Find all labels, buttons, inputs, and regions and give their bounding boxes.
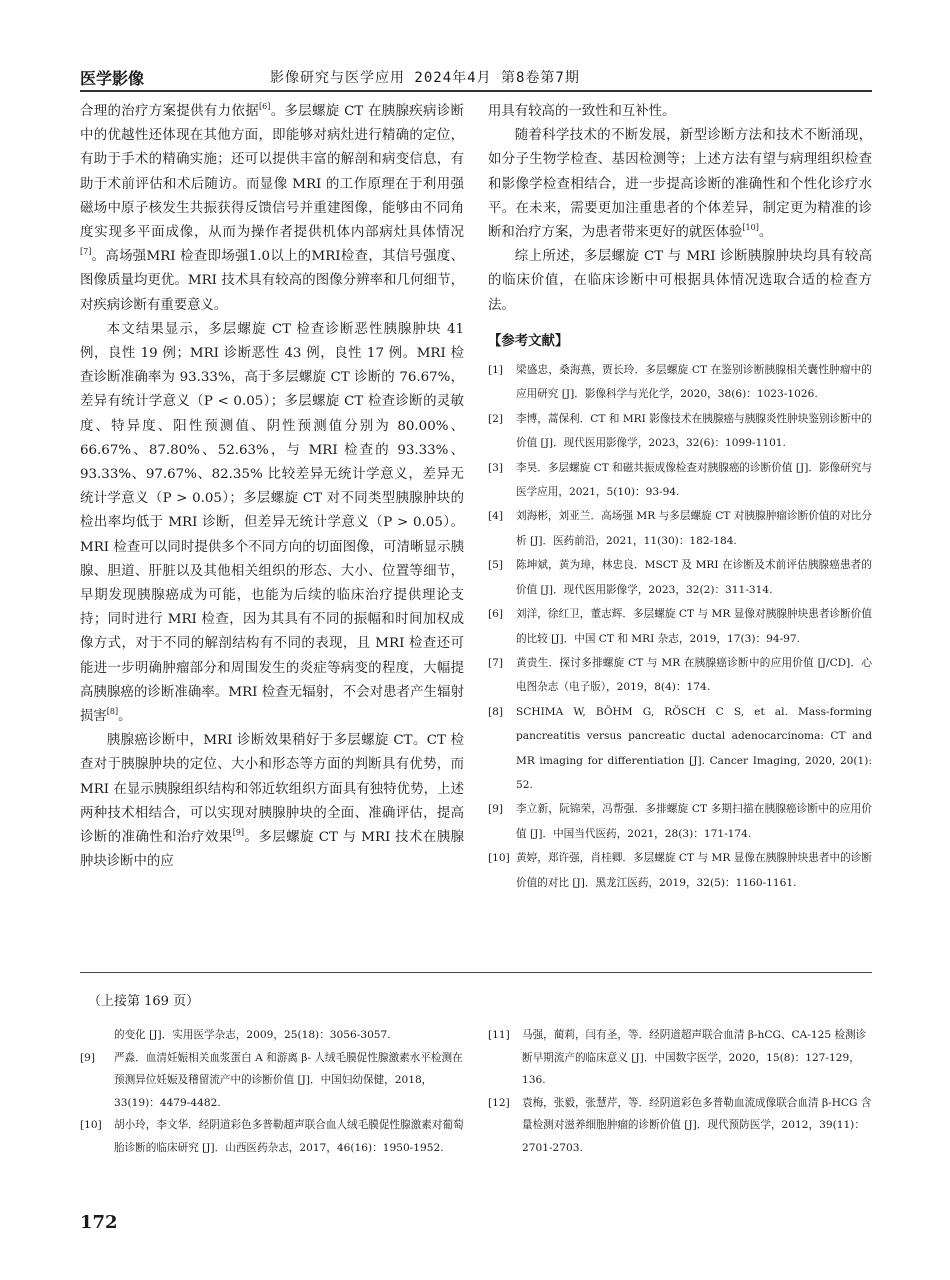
reference-text: 黄婷，郑许强，肖桂卿．多层螺旋 CT 与 MR 显像在胰腺肿块患者中的诊断价值的对比 [J]．黑龙江医药，2019，32(5)：1160-1161.: [516, 852, 872, 889]
reference-item: [80, 1024, 464, 1047]
reference-text: 刘海彬，刘亚兰．高场强 MR 与多层螺旋 CT 对胰腺肿瘤诊断价值的对比分析 [J]．医药前沿，2021，11(30)：182-184.: [516, 510, 872, 547]
reference-item: [488, 1092, 872, 1160]
reference-text: 黄贵生．探讨多排螺旋 CT 与 MR 在胰腺癌诊断中的应用价值 [J/CD]．心电图杂志（电子版），2019，8(4)：174.: [516, 656, 872, 694]
reference-item: [488, 651, 872, 700]
paragraph: 用具有较高的一致性和互补性。: [488, 104, 676, 119]
reference-number: [3]: [488, 461, 504, 474]
reference-text: 马强，蔺莉，闫有圣，等．经阴道超声联合血清 β-hCG、CA-125 检测诊断早期流产的临床意义 [J]．中国数字医学，2020，15(8)：127-129，136.: [522, 1029, 867, 1087]
citation[interactable]: [7]: [80, 247, 92, 257]
reference-number: [7]: [488, 656, 504, 669]
reference-item: [488, 846, 872, 895]
paragraph: 本文结果显示，多层螺旋 CT 检查诊断恶性胰腺肿块 41 例，良性 19 例；MRI 诊断恶性 43 例，良性 17 例。MRI 检查诊断准确率为 93.33%，高于多层螺旋 CT 诊断的 76.67%，差异有统计学意义（P < 0.05）；多层螺旋 CT 检查诊断的灵敏度、特异度、阳性预测值、阴性预测值分别为 80.00%、66.67%、87.80%、52.63%，与 MRI 检查的 93.33%、93.33%、97.67%、82.35% 比较差异无统计学意义，差异无统计学意义（P > 0.05）；多层螺旋 CT 对不同类型胰腺肿块的检出率均低于 MRI 诊断，但差异无统计学意义（P > 0.05）。MRI 检查可以同时提供多个不同方向的切面图像，可清晰显示胰腺、胆道、肝脏以及其他相关组织的形态、大小、位置等细节，早期发现胰腺癌成为可能，也能为后续的临床治疗提供理论支持；同时进行 MRI 检查，因为其具有不同的振幅和时间加权成像方式，对于不同的解剖结构有不同的表现，且 MRI 检查还可能进一步明确肿瘤部分和周围发生的炎症等病变的程度，大幅提高胰腺癌的诊断准确率。MRI 检查无辐射，不会对患者产生辐射损害[8]。: [80, 321, 464, 725]
reference-text: 胡小玲，李文华．经阴道彩色多普勒超声联合血人绒毛膜促性腺激素对葡萄胎诊断的临床研究 [J]．山西医药杂志，2017，46(16)：1950-1952.: [114, 1119, 464, 1154]
paragraph: 综上所述，多层螺旋 CT 与 MRI 诊断胰腺肿块均具有较高的临床价值，在临床诊断中可根据具体情况选取合适的检查方法。: [488, 249, 872, 313]
section-divider: [80, 972, 872, 973]
reference-text: 梁盛忠，桑海燕，贾长玲．多层螺旋 CT 在鉴别诊断胰腺相关囊性肿瘤中的应用研究 [J]．影像科学与光化学，2020，38(6)：1023-1026.: [516, 364, 872, 401]
continued-refs-left: [80, 1024, 464, 1160]
paragraph: 随着科学技术的不断发展，新型诊断方法和技术不断涌现，如分子生物学检查、基因检测等；上述方法有望与病理组织检查和影像学检查相结合，进一步提高诊断的准确性和个性化诊疗水平。在未来，需要更加注重患者的个体差异，制定更为精准的诊断和治疗方案，为患者带来更好的就医体验[10]。: [488, 128, 872, 241]
continuation-note: （上接第 169 页）: [88, 994, 200, 1009]
reference-text: 陈坤斌，黄为璋，林忠良．MSCT 及 MRI 在诊断及术前评估胰腺癌患者的价值 [J]．现代医用影像学，2023，32(2)：311-314.: [516, 559, 872, 596]
page-header: [80, 64, 872, 88]
reference-item: [488, 504, 872, 553]
paragraph: 胰腺癌诊断中，MRI 诊断效果稍好于多层螺旋 CT。CT 检查对于胰腺肿块的定位、大小和形态等方面的判断具有优势，而 MRI 在显示胰腺组织结构和邻近软组织方面具有独特优势，上述两种技术相结合，可以实现对胰腺肿块的全面、准确评估，提高诊断的准确性和治疗效果[9]。多层螺旋 CT 与 MRI 技术在胰腺肿块诊断中的应: [80, 733, 464, 870]
reference-text: 袁梅，张毅，张慧芹，等．经阴道彩色多普勒血流成像联合血清 β-HCG 含量检测对滋养细胞肿瘤的诊断价值 [J]．现代预防医学，2012，39(11)：2701-2703.: [522, 1096, 872, 1154]
references-heading: 【参考文献】: [488, 333, 569, 349]
reference-text: 严淼．血清妊娠相关血浆蛋白 A 和游离 β- 人绒毛膜促性腺激素水平检测在预测异位妊娠及稽留流产中的诊断价值 [J]．中国妇幼保健，2018，33(19)：4479-4482.: [114, 1051, 463, 1109]
reference-number: [4]: [488, 510, 504, 523]
page-number: 172: [80, 1212, 118, 1233]
reference-list: [488, 1024, 872, 1160]
left-column: [80, 100, 464, 875]
reference-item: [488, 700, 872, 798]
citation[interactable]: [9]: [232, 828, 245, 838]
reference-number: [9]: [80, 1051, 96, 1064]
reference-item: [488, 797, 872, 846]
reference-item: [80, 1047, 464, 1115]
reference-text: SCHIMA W, BÖHM G, RÖSCH C S, et al. Mass-forming pancreatitis versus pancreatic ductal adenocarcinoma: CT and MR imaging for differentiation [J]. Cancer Imaging, 2020, 20(1): 52.: [516, 705, 872, 791]
header-rule: [80, 90, 872, 92]
paragraph: 合理的治疗方案提供有力依据[6]。多层螺旋 CT 在胰腺疾病诊断中的优越性还体现在其他方面，即能够对病灶进行精确的定位，有助于手术的精确实施；还可以提供丰富的解剖和病变信息，有助于术前评估和术后随访。而显像 MRI 的工作原理在于利用强磁场中原子核发生共振获得反馈信号并重建图像，能够由不同角度实现多平面成像，从而为操作者提供机体内部病灶具体情况[7]。高场强MRI 检查即场强1.0以上的MRI检查，其信号强度、图像质量均更优。MRI 技术具有较高的图像分辨率和几何细节，对疾病诊断有重要意义。: [80, 102, 464, 313]
citation[interactable]: [6]: [258, 102, 271, 111]
right-column: [488, 100, 872, 895]
reference-text: 李立新，阮锦荣，冯帮强．多排螺旋 CT 多期扫描在胰腺癌诊断中的应用价值 [J]．中国当代医药，2021，28(3)：171-174.: [516, 803, 872, 840]
reference-item: [488, 407, 872, 456]
reference-item: [488, 358, 872, 407]
reference-list: [488, 358, 872, 895]
reference-text: 刘洋，徐红卫，董志辉．多层螺旋 CT 与 MR 显像对胰腺肿块患者诊断价值的比较 [J]．中国 CT 和 MRI 杂志，2019，17(3)：94-97.: [516, 608, 872, 645]
reference-number: [8]: [488, 705, 504, 718]
reference-number: [10]: [488, 852, 510, 865]
reference-number: [6]: [488, 608, 504, 621]
reference-number: [10]: [80, 1119, 102, 1132]
reference-number: [9]: [488, 803, 504, 816]
reference-number: [11]: [488, 1029, 510, 1041]
reference-item: [80, 1114, 464, 1159]
reference-number: [2]: [488, 412, 504, 425]
continued-refs-right: [488, 1024, 872, 1160]
reference-number: [12]: [488, 1096, 510, 1109]
reference-text: 的变化 [J]．实用医学杂志，2009，25(18)：3056-3057.: [114, 1029, 391, 1041]
reference-item: [488, 456, 872, 505]
reference-item: [488, 1024, 872, 1092]
reference-text: 李昊．多层螺旋 CT 和磁共振成像检查对胰腺癌的诊断价值 [J]．影像研究与医学应用，2021，5(10)：93-94.: [516, 461, 872, 499]
reference-number: [5]: [488, 559, 504, 572]
reference-list: [80, 1024, 464, 1160]
citation[interactable]: [8]: [106, 707, 119, 717]
reference-number: [1]: [488, 364, 504, 377]
journal-info: 影像研究与医学应用 2024年4月 第8卷第7期: [270, 70, 580, 86]
section-name: 医学影像: [80, 69, 145, 88]
reference-item: [488, 602, 872, 651]
reference-item: [488, 553, 872, 602]
reference-text: 李博，蒿保利．CT 和 MRI 影像技术在胰腺癌与胰腺炎性肿块鉴别诊断中的价值 [J]．现代医用影像学，2023，32(6)：1099-1101.: [516, 412, 872, 450]
citation[interactable]: [10]: [742, 223, 759, 233]
